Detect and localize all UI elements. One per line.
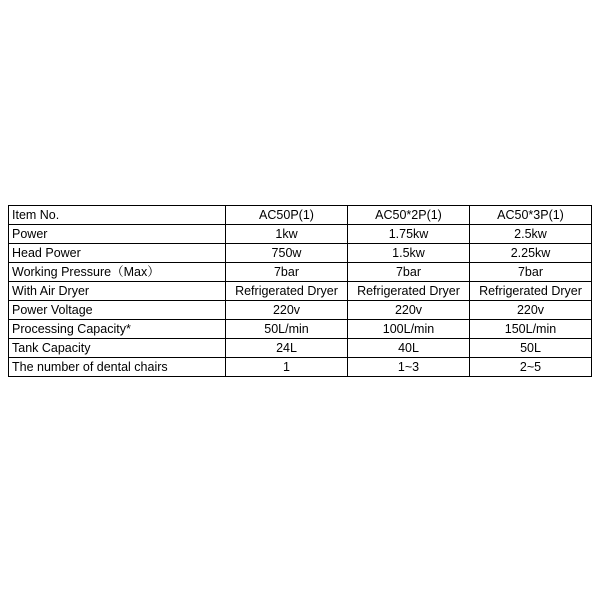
row-value: 2~5 — [470, 358, 592, 377]
row-label: Head Power — [9, 244, 226, 263]
row-value: 220v — [470, 301, 592, 320]
column-header-model-2: AC50*2P(1) — [348, 206, 470, 225]
row-value: 1.75kw — [348, 225, 470, 244]
row-label: Power — [9, 225, 226, 244]
row-value: 100L/min — [348, 320, 470, 339]
table-row — [9, 225, 592, 244]
row-label: Tank Capacity — [9, 339, 226, 358]
row-value: 7bar — [226, 263, 348, 282]
row-value: 1kw — [226, 225, 348, 244]
row-value: Refrigerated Dryer — [226, 282, 348, 301]
column-header-model-1: AC50P(1) — [226, 206, 348, 225]
table-row — [9, 244, 592, 263]
row-value: 150L/min — [470, 320, 592, 339]
row-value: 50L/min — [226, 320, 348, 339]
row-value: 2.25kw — [470, 244, 592, 263]
row-value: Refrigerated Dryer — [348, 282, 470, 301]
row-value: 7bar — [470, 263, 592, 282]
table-row — [9, 301, 592, 320]
row-value: 1.5kw — [348, 244, 470, 263]
row-value: 50L — [470, 339, 592, 358]
row-label: With Air Dryer — [9, 282, 226, 301]
table-header-row — [9, 206, 592, 225]
table-row — [9, 282, 592, 301]
row-label: The number of dental chairs — [9, 358, 226, 377]
row-value: 7bar — [348, 263, 470, 282]
row-value: 220v — [226, 301, 348, 320]
row-label: Working Pressure（Max） — [9, 263, 226, 282]
table-row — [9, 358, 592, 377]
row-value: Refrigerated Dryer — [470, 282, 592, 301]
row-value: 24L — [226, 339, 348, 358]
row-value: 40L — [348, 339, 470, 358]
specification-table-container — [8, 205, 592, 377]
table-row — [9, 320, 592, 339]
row-label: Processing Capacity* — [9, 320, 226, 339]
row-label: Power Voltage — [9, 301, 226, 320]
row-value: 1 — [226, 358, 348, 377]
row-value: 750w — [226, 244, 348, 263]
column-header-model-3: AC50*3P(1) — [470, 206, 592, 225]
row-value: 2.5kw — [470, 225, 592, 244]
row-value: 1~3 — [348, 358, 470, 377]
row-value: 220v — [348, 301, 470, 320]
column-header-item-no: Item No. — [9, 206, 226, 225]
table-row — [9, 263, 592, 282]
table-row — [9, 339, 592, 358]
specification-table — [8, 205, 592, 377]
